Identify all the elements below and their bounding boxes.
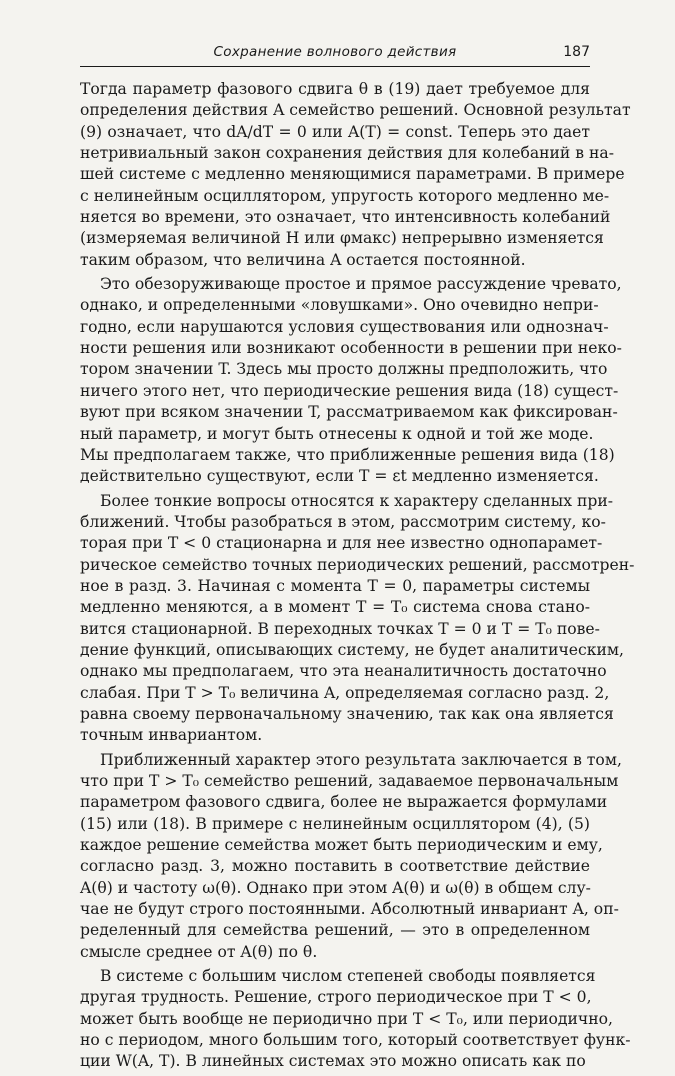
text-line: няется во времени, это означает, что интенсивность колебаний: [80, 208, 611, 227]
text-line: (15) или (18). В примере с нелинейным осциллятором (4), (5): [80, 814, 590, 833]
text-line: точным инвариантом.: [80, 726, 263, 745]
body-text: [80, 79, 635, 1076]
text-line: Тогда параметр фазового сдвига θ в (19) дает требуемое для: [80, 80, 590, 98]
page-number: 187: [563, 44, 590, 60]
text-line: медленно меняются, а в момент T = T₀ система снова стано-: [80, 598, 590, 617]
page-header: [80, 36, 590, 67]
text-line: Более тонкие вопросы относятся к характеру сделанных при-: [100, 491, 613, 510]
text-line: согласно разд. 3, можно поставить в соответствие действие: [80, 857, 590, 876]
text-line: другая трудность. Решение, строго периодическое при T < 0,: [80, 988, 592, 1007]
text-line: слабая. При T > T₀ величина A, определяемая согласно разд. 2,: [80, 683, 610, 702]
text-line: Мы предполагаем также, что приближенные решения вида (18): [80, 445, 615, 464]
text-line: однако, и определенными «ловушками». Оно очевидно непри-: [80, 296, 599, 315]
text-line: каждое решение семейства может быть периодическим и ему,: [80, 836, 603, 855]
text-line: ближений. Чтобы разобраться в этом, рассмотрим систему, ко-: [80, 512, 606, 531]
text-line: ции W(A, T). В линейных системах это можно описать как по: [80, 1052, 586, 1071]
text-line: смысле среднее от A(θ) по θ.: [80, 942, 318, 961]
paragraph: [80, 966, 631, 1073]
text-line: годно, если нарушаются условия существования или однознач-: [80, 317, 609, 336]
text-line: вуют при всяком значении T, рассматриваемом как фиксирован-: [80, 403, 618, 422]
text-line: определения действия A семейство решений. Основной результат: [80, 101, 631, 120]
paragraph: [80, 79, 631, 271]
text-line: параметром фазового сдвига, более не выражается формулами: [80, 793, 608, 812]
text-line: шей системе с медленно меняющимися параметрами. В примере: [80, 165, 625, 184]
text-line: (9) означает, что dA/dT = 0 или A(T) = const. Теперь это дает: [80, 122, 590, 141]
text-line: ный параметр, и могут быть отнесены к одной и той же моде.: [80, 424, 594, 443]
text-line: нетривиальный закон сохранения действия для колебаний в на-: [80, 144, 614, 163]
text-line: В системе с большим числом степеней свободы появляется: [100, 967, 596, 986]
text-line: A(θ) и частоту ω(θ). Однако при этом A(θ) и ω(θ) в общем слу-: [80, 878, 591, 897]
text-line: равна своему первоначальному значению, так как она является: [80, 704, 614, 723]
paragraph: [80, 491, 635, 747]
text-line: действительно существуют, если T = εt медленно изменяется.: [80, 467, 599, 486]
text-line: с нелинейным осциллятором, упругость которого медленно ме-: [80, 186, 610, 205]
text-line: ничего этого нет, что периодические решения вида (18) сущест-: [80, 381, 619, 400]
text-line: дение функций, описывающих систему, не будет аналитическим,: [80, 640, 624, 659]
text-line: чае не будут строго постоянными. Абсолютный инвариант A, оп-: [80, 900, 619, 919]
running-title: Сохранение волнового действия: [213, 44, 457, 60]
text-line: Это обезоруживающе простое и прямое рассуждение чревато,: [100, 275, 622, 294]
text-line: что при T > T₀ семейство решений, задаваемое первоначальным: [80, 772, 619, 790]
text-line: но с периодом, много большим того, который соответствует функ-: [80, 1031, 631, 1050]
text-line: торая при T < 0 стационарна и для нее известно однопарамет-: [80, 534, 603, 553]
paragraph: [80, 750, 622, 963]
text-line: однако мы предполагаем, что эта неаналитичность достаточно: [80, 662, 607, 681]
text-line: таким образом, что величина A остается постоянной.: [80, 250, 526, 269]
text-line: вится стационарной. В переходных точках T = 0 и T = T₀ пове-: [80, 619, 600, 638]
text-line: может быть вообще не периодично при T < T₀, или периодично,: [80, 1009, 613, 1028]
text-line: ное в разд. 3. Начиная с момента T = 0, параметры системы: [80, 576, 590, 595]
text-line: тором значении T. Здесь мы просто должны предположить, что: [80, 360, 608, 379]
text-line: рическое семейство точных периодических решений, рассмотрен-: [80, 555, 635, 574]
paragraph: [80, 274, 622, 487]
text-line: ности решения или возникают особенности в решении при неко-: [80, 339, 622, 358]
text-line: Приближенный характер этого результата заключается в том,: [100, 750, 622, 769]
text-line: (измеряемая величиной H или φмакс) непрерывно изменяется: [80, 229, 604, 248]
text-line: ределенный для семейства решений, — это в определенном: [80, 921, 590, 940]
